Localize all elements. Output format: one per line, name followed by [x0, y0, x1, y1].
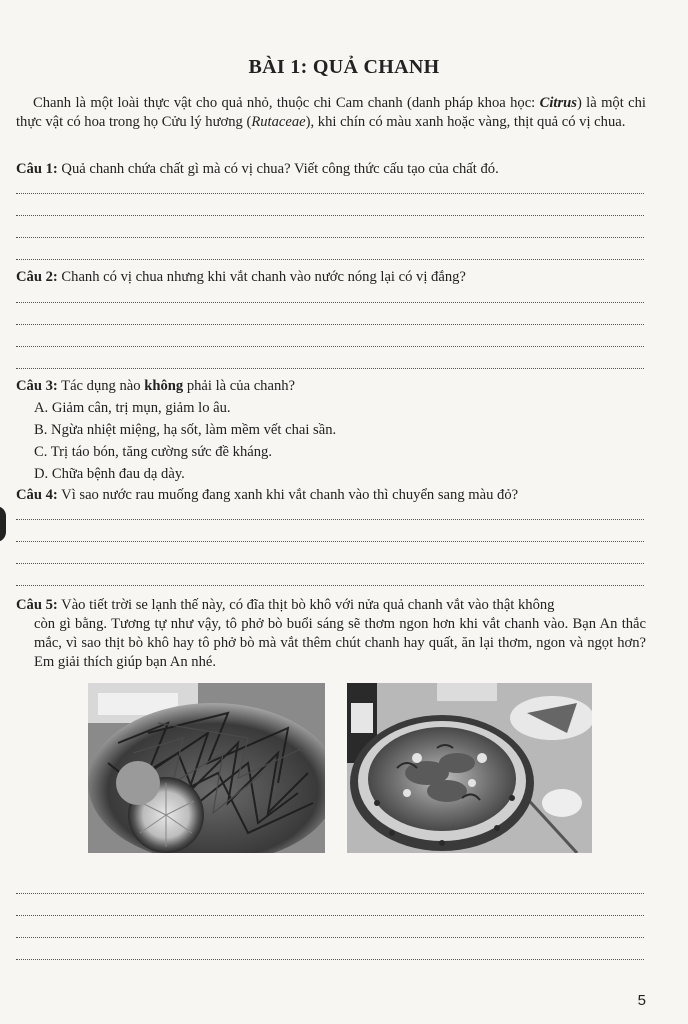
answer-line[interactable] — [16, 193, 644, 194]
question-2 — [16, 268, 646, 287]
option-d[interactable]: D. Chữa bệnh đau dạ dày. — [34, 466, 185, 482]
question-1-label: Câu 1: — [16, 161, 58, 177]
question-3-text-after: phải là của chanh? — [183, 378, 296, 394]
question-3-text-before: Tác dụng nào — [57, 378, 145, 394]
answer-line[interactable] — [16, 937, 644, 938]
intro-text-1: Chanh là một loài thực vật cho quả nhỏ, thuộc chi Cam chanh (danh pháp khoa học: — [33, 95, 540, 111]
page-title: BÀI 1: QUẢ CHANH — [248, 56, 440, 78]
pho-bo-photo — [347, 683, 592, 853]
answer-line[interactable] — [16, 215, 644, 216]
question-2-label: Câu 2: — [16, 269, 58, 285]
intro-family: Rutaceae — [251, 114, 306, 130]
answer-line[interactable] — [16, 915, 644, 916]
intro-text-3: ), khi chín có màu xanh hoặc vàng, thịt quả có vị chua. — [305, 114, 626, 130]
pho-bowl-image — [347, 683, 592, 853]
question-5 — [16, 596, 646, 672]
answer-line[interactable] — [16, 893, 644, 894]
intro-genus: Citrus — [539, 95, 577, 111]
option-c[interactable]: C. Trị táo bón, tăng cường sức đề kháng. — [34, 444, 272, 460]
answer-line[interactable] — [16, 541, 644, 542]
answer-line[interactable] — [16, 959, 644, 960]
option-b[interactable]: B. Ngừa nhiệt miệng, hạ sốt, làm mềm vết chai sần. — [34, 422, 337, 438]
answer-line[interactable] — [16, 368, 644, 369]
question-5-line-1: Vào tiết trời se lạnh thế này, có đĩa thịt bò khô với nửa quả chanh vắt vào thật không — [57, 597, 555, 613]
question-4-label: Câu 4: — [16, 487, 58, 503]
question-1-text: Quả chanh chứa chất gì mà có vị chua? Viết công thức cấu tạo của chất đó. — [57, 161, 499, 177]
answer-line[interactable] — [16, 237, 644, 238]
question-2-text: Chanh có vị chua nhưng khi vắt chanh vào nước nóng lại có vị đắng? — [57, 269, 466, 285]
answer-line[interactable] — [16, 302, 644, 303]
question-3-emphasis: không — [144, 378, 184, 394]
answer-line[interactable] — [16, 563, 644, 564]
binder-mark — [0, 506, 6, 542]
question-4-text: Vì sao nước rau muống đang xanh khi vắt chanh vào thì chuyển sang màu đỏ? — [57, 487, 519, 503]
dried-beef-photo — [88, 683, 325, 853]
question-5-text: còn gì bằng. Tương tự như vậy, tô phở bò buổi sáng sẽ thơm ngon hơn khi vắt chanh vào. Bạn An thắc mắc, vì sao thịt bò khô hay tô phở bò mà vắt thêm chút chanh hay quất, ăn lại thơm, ngon và ngọt hơn? Em giải thích giúp bạn An nhé. — [34, 616, 646, 670]
dried-beef-image — [88, 683, 325, 853]
question-4 — [16, 486, 646, 505]
question-3 — [16, 377, 646, 396]
answer-line[interactable] — [16, 346, 644, 347]
question-3-label: Câu 3: — [16, 378, 58, 394]
answer-line[interactable] — [16, 585, 644, 586]
intro-text-2: ) là một chi thực vật có hoa trong họ Cửu lý hương ( — [16, 95, 646, 130]
question-5-label: Câu 5: — [16, 597, 58, 613]
option-a[interactable]: A. Giảm cân, trị mụn, giảm lo âu. — [34, 400, 231, 416]
answer-line[interactable] — [16, 259, 644, 260]
question-1 — [16, 160, 646, 179]
answer-line[interactable] — [16, 324, 644, 325]
page-number: 5 — [637, 992, 646, 1009]
answer-line[interactable] — [16, 519, 644, 520]
intro-paragraph — [16, 94, 646, 132]
